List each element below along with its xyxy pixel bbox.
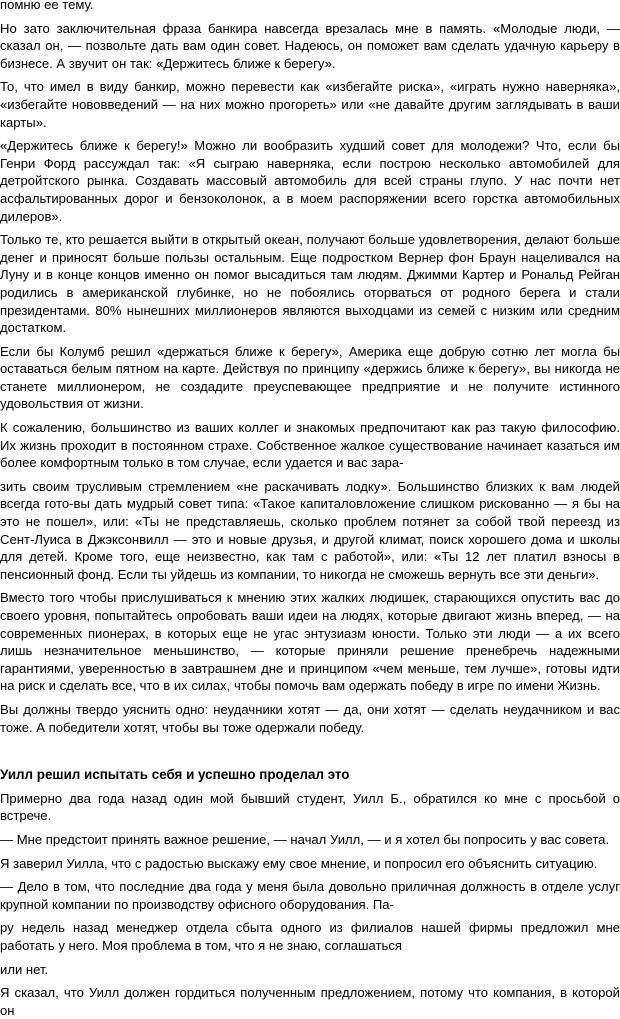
body-paragraph: Примерно два года назад один мой бывший студент, Уилл Б., обратился ко мне с просьбой о встрече. [0, 790, 620, 824]
body-paragraph: «Держитесь ближе к берегу!» Можно ли вообразить худший совет для молодежи? Что, если бы Генри Форд рассуждал так: «Я сыграю наверняка, если построю несколько автомобилей для детройтского рынка. Создавать массовый автомобиль для всей страны глупо. У нас почти нет асфальтированных дорог и бензоколонок, а в моем распоряжении всего горстка автомобильных дилеров». [0, 138, 620, 224]
body-paragraph: или нет. [0, 961, 49, 977]
body-paragraph: Я сказал, что Уилл должен гордиться полученным предложением, потому что компания, в которой он [0, 985, 620, 1018]
body-paragraph: зить своим трусливым стремлением «не раскачивать лодку». Большинство близких к вам людей всегда гото-вы дать мудрый совет типа: «Такое капиталовложение слишком рискованно — я бы на это не пошел», или: «Ты не представляешь, сколько проблем потянет за собой твой переезд из Сент-Луиса в Джэксонвилл — это и новые друзья, и другой климат, поиск хорошего дома и школы для детей. Кроме того, еще неизвестно, как там с работой», или: «Ты 12 лет платил взносы в пенсионный фонд. Если ты уйдешь из компании, то никогда не сможешь вернуть все эти деньги». [0, 478, 620, 582]
body-paragraph: — Мне предстоит принять важное решение, — начал Уилл, — и я хотел бы попросить у вас совета. [0, 831, 610, 847]
body-paragraph: Только те, кто решается выйти в открытый океан, получают больше удовлетворения, делают больше денег и приносят больше пользы остальным. Еще подростком Вернер фон Браун нацеливался на Луну и в конце концов именно он помог высадиться там людям. Джимми Картер и Рональд Рейган родились в американской глубинке, но не побоялись оторваться от родного берега и стали президентами. 80% нынешних миллионеров являются выходцами из семей с низким или средним достатком. [0, 232, 620, 336]
body-paragraph: ру недель назад менеджер отдела сбыта одного из филиалов нашей фирмы предложил мне работать у него. Моя проблема в том, что я не знаю, соглашаться [0, 920, 620, 953]
body-paragraph: К сожалению, большинство из ваших коллег и знакомых предпочитают как раз такую философию. Их жизнь проходит в постоянном страхе. Собственное жалкое существование начинает казаться им более комфортным только в том случае, если удается и вас зара- [0, 420, 620, 471]
body-paragraph: Вместо того чтобы прислушиваться к мнению этих жалких людишек, старающихся опустить вас до своего уровня, попытайтесь опробовать ваши идеи на людях, которые двигают жизнь вперед, — на современных пионерах, в которых еще не угас энтузиазм юности. Только эти люди — а их всего лишь незначительное меньшинство, — которые приняли решение пренебречь надежными гарантиями, уверенностью в завтрашнем дне и принципом «чем меньше, тем лучше», готовы идти на риск и сделать все, что в их силах, чтобы помочь вам одержать победу в игре по имени Жизнь. [0, 590, 620, 694]
body-paragraph: Я заверил Уилла, что с радостью выскажу ему свое мнение, и попросил его объяснить ситуацию. [0, 855, 598, 871]
body-paragraph: Вы должны твердо уяснить одно: неудачники хотят — да, они хотят — сделать неудачником и вас тоже. А победители хотят, чтобы вы тоже одержали победу. [0, 701, 620, 735]
body-paragraph: Если бы Колумб решил «держаться ближе к берегу», Америка еще добрую сотню лет могла бы оставаться белым пятном на карте. Действуя по принципу «держись ближе к берегу», вы никогда не станете миллионером, не создадите преуспевающее предприятие и не получите истинного удовольствия от жизни. [0, 343, 620, 412]
body-paragraph: Но зато заключительная фраза банкира навсегда врезалась мне в память. «Молодые люди, — сказал он, — позвольте дать вам один совет. Надеюсь, он поможет вам сделать удачную карьеру в бизнесе. А звучит он так: «Держитесь ближе к берегу». [0, 20, 620, 71]
body-paragraph: То, что имел в виду банкир, можно перевести как «избегайте риска», «играть нужно наверняка», «избегайте нововведений — на них можно прогореть» или «не давайте другим заглядывать в ваши карты». [0, 79, 620, 130]
body-paragraph: помню ее тему. [0, 0, 94, 12]
body-paragraph: — Дело в том, что последние два года у меня была довольно приличная должность в отделе услуг крупной компании по производству офисного оборудования. Па- [0, 879, 620, 912]
section-heading: Уилл решил испытать себя и успешно проделал это [0, 767, 350, 783]
